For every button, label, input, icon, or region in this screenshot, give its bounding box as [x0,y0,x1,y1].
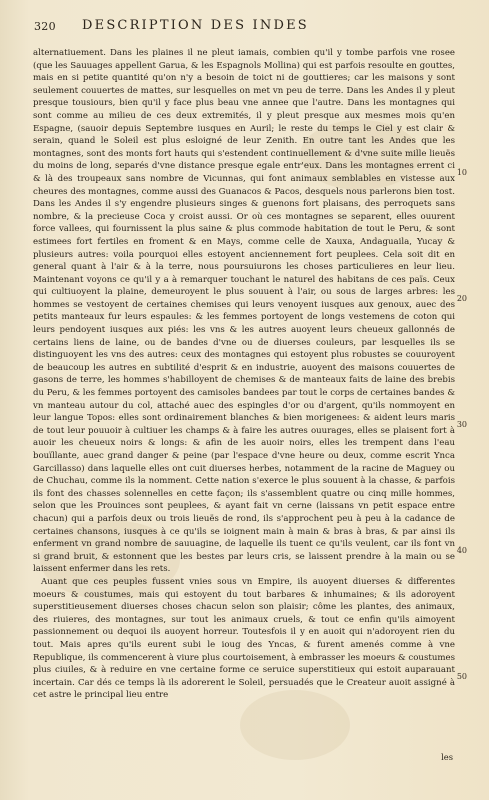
line-number-marker: 50 [456,672,467,681]
page-number: 320 [34,20,56,33]
catchword: les [441,752,453,762]
line-number-marker: 10 [456,168,467,177]
page-header [34,18,464,36]
running-title: DESCRIPTION DES INDES [82,18,309,33]
paragraph: alternatiuement. Dans les plaines il ne pleut iamais, combien qu'il y tombe parfois vne rosee (que les Sauuages appellent Garua, & les Espagnols Mollina) qui est parfois resoulte en gouttes, mais en si petite quantité qu'on n'y a besoin de toict ni de gouttieres; car les maisons y sont seulement couuertes de mattes, sur lesquelles on met vn peu de terre. Dans les Andes il y pleut presque tousiours, bien qu'il y face plus beau vne annee que l'autre. Dans les montagnes qui sont comme au milieu de ces deux extremités, il y pleut presque aux mesmes mois qu'en Espagne, (sauoir depuis Septembre iusques en Auril; le reste du temps le Ciel y est clair & serain, quand le Soleil est plus esloigné de leur Zenith. En outre tant les Andes que les montagnes, sont des monts fort hauts qui s'estendent continuellement & d'vne suite mille lieuës du moins de long, separés d'vne distance presque egale entr'eux. Dans les montagnes errent ci & là des troupeaux sans nombre de Vicunnas, qui font animaux semblables en vistesse aux cheures des montagnes, comme aussi des Guanacos & Pacos, desquels nous parlerons bien tost. Dans les Andes il s'y engendre plusieurs singes & guenons fort plaisans, des perroquets sans nombre, & la precieuse Coca y croist aussi. Or où ces montagnes se separent, elles ouurent force vallees, qui fournissent la plus saine & plus commode habitation de tout le Peru, & sont estimees fort fertiles en froment & en Mays, comme celle de Xauxa, Andaguaila, Yucay & plusieurs autres: voila pourquoi elles estoyent anciennement fort peuplees. Cela soit dit en general quant à l'air & à la terre, nous poursuiurons les choses particulieres en leur lieu. Maintenant voyons ce qu'il y a à remarquer touchant le naturel des habitans de ces païs. Ceux qui cultiuoyent la plaine, demeuroyent le plus souuent à l'air, ou sous de larges arbres: les hommes se vestoyent de certaines chemises qui leurs venoyent iusques aux genoux, auec des petits manteaux fur leurs espaules: & les femmes portoyent de longs vestemens de coton qui leurs pendoyent iusques aux piés: les vns & les autres auoyent leurs cheueux gallonnés de certains liens de laine, ou de bandes d'vne ou de diuerses couleurs, par lesquelles ils se distinguoyent les vns des autres: ceux des montagnes qui estoyent plus robustes se couuroyent de beaucoup les autres en subtilité d'esprit & en industrie, auoyent des maisons couuertes de gasons de terre, les hommes s'habilloyent de chemises & de manteaux faits de laine des brebis du Peru, & les femmes portoyent des camisoles bandees par tout le corps de certaines bandes & vn manteau autour du col, attaché auec des espingles d'or ou d'argent, qu'ils nommoyent en leur langue Topos: elles sont ordinairement blanches & bien morigenees: & aident leurs maris de tout leur pouuoir à cultiuer les champs & à faire les autres ouurages, elles se plaisent fort à auoir les cheueux noirs & longs: & afin de les auoir noirs, elles les trempent dans l'eau bouïllante, auec grand danger & peine (par l'espace d'vne heure ou deux, comme escrit Ynca Garcillasso) dans laquelle elles ont cuit diuerses herbes, notamment de la racine de Maguey ou de Chuchau, comme ils la nomment. Cette nation s'exerce le plus souuent à la chasse, & parfois ils font des chasses solennelles en cette façon; ils s'assemblent quatre ou cinq mille hommes, selon que les Prouinces sont peuplees, & ayant fait vn cerne (laissans vn petit espace entre chacun) qui a parfois deux ou trois lieuës de rond, ils s'approchent peu à peu à la cadance de certaines chansons, iusques à ce qu'ils se ioignent main à main & bras à bras, & par ainsi ils enferment vn grand nombre de sauuagine, de laquelle ils tuent ce qu'ils veulent, car ils font vn si grand bruit, & estonnent que les bestes par leurs cris, se laissent prendre à la main ou se laissent enfermer dans les rets. [33,48,455,575]
paragraph: Auant que ces peuples fussent vnies sous vn Empire, ils auoyent diuerses & differentes moeurs & coustumes, mais qui estoyent du tout barbares & inhumaines; & ils adoroyent superstitieusement diuerses choses chacun selon son plaisir; côme les plantes, des animaux, des riuieres, des montagnes, sur tout les animaux cruels, & tout ce enfin qu'ils aimoyent passionnement ou dequoi ils auoyent horreur. Toutesfois il y en auoit qui n'adoroyent rien du tout. Mais apres qu'ils eurent subi le ioug des Yncas, & furent amenés comme à vne Republique, ils commencerent à viure plus courtoisement, à embrasser les moeurs & coustumes plus ciuiles, & à reduire en vne certaine forme ce seruice superstitieux qui estoit auparauant incertain. Car dés ce temps là ils adorerent le Soleil, persuadés que le Createur auoit assigné à cet astre le principal lieu entre [33,576,455,701]
line-number-marker: 20 [456,294,467,303]
line-number-marker: 40 [456,546,467,555]
line-number-marker: 30 [456,420,467,429]
body-text [33,47,455,702]
